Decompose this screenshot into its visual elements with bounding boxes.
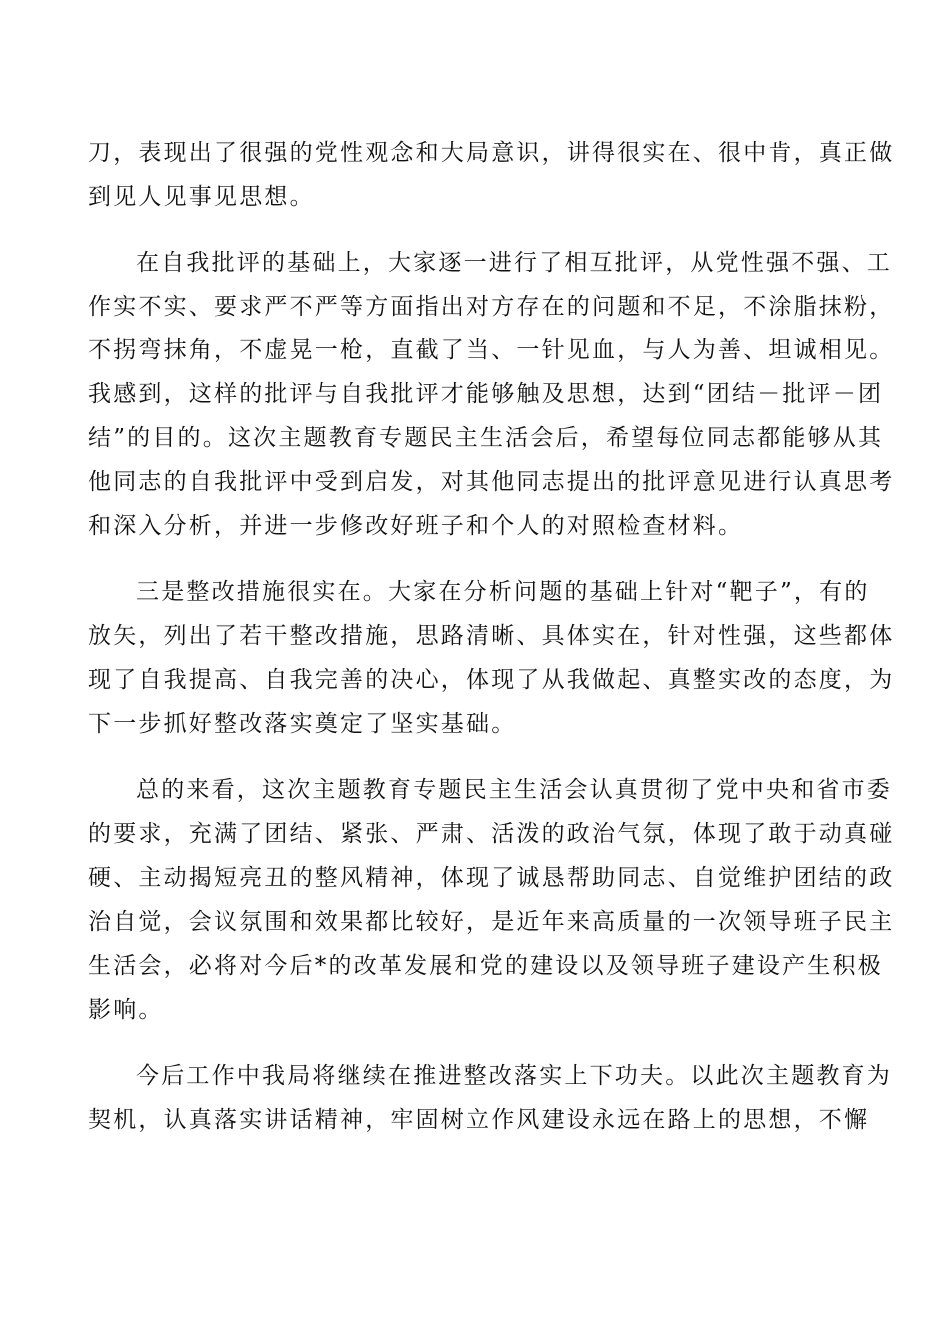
- text-line: 他同志的自我批评中受到启发，对其他同志提出的批评意见进行认真思考: [88, 469, 895, 495]
- text-line: 的要求，充满了团结、紧张、严肃、活泼的政治气氛，体现了敢于动真碰: [88, 821, 895, 847]
- text-line: 今后工作中我局将继续在推进整改落实上下功夫。以此次主题教育为: [136, 1063, 892, 1089]
- text-line: 到见人见事见思想。: [88, 184, 315, 210]
- text-line: 在自我批评的基础上，大家逐一进行了相互批评，从党性强不强、工: [136, 250, 892, 276]
- text-line: 放矢，列出了若干整改措施，思路清晰、具体实在，针对性强，这些都体: [88, 623, 895, 649]
- text-line: 硬、主动揭短亮丑的整风精神，体现了诚恳帮助同志、自觉维护团结的政: [88, 865, 895, 891]
- text-line: 作实不实、要求严不严等方面指出对方存在的问题和不足，不涂脂抹粉，: [88, 294, 895, 320]
- text-line: 契机，认真落实讲话精神，牢固树立作风建设永远在路上的思想，不懈: [88, 1107, 870, 1133]
- text-line: 我感到，这样的批评与自我批评才能够触及思想，达到“团结－批评－团: [88, 381, 884, 407]
- text-line: 影响。: [88, 997, 164, 1023]
- text-line: 和深入分析，并进一步修改好班子和个人的对照检查材料。: [88, 513, 744, 539]
- text-line: 不拐弯抹角，不虚晃一枪，直截了当、一针见血，与人为善、坦诚相见。: [88, 337, 895, 363]
- text-line: 刀，表现出了很强的党性观念和大局意识，讲得很实在、很中肯，真正做: [88, 140, 895, 166]
- text-line: 生活会，必将对今后*的改革发展和党的建设以及领导班子建设产生积极: [88, 953, 883, 979]
- text-line: 治自觉，会议氛围和效果都比较好，是近年来高质量的一次领导班子民主: [88, 909, 895, 935]
- text-line: 现了自我提高、自我完善的决心，体现了从我做起、真整实改的态度，为: [88, 667, 895, 693]
- text-line: 下一步抓好整改落实奠定了坚实基础。: [88, 711, 517, 737]
- text-line: 三是整改措施很实在。大家在分析问题的基础上针对“靶子”，有的: [136, 579, 870, 605]
- text-line: 总的来看，这次主题教育专题民主生活会认真贯彻了党中央和省市委: [136, 777, 892, 803]
- text-line: 结”的目的。这次主题教育专题民主生活会后，希望每位同志都能够从其: [88, 425, 884, 451]
